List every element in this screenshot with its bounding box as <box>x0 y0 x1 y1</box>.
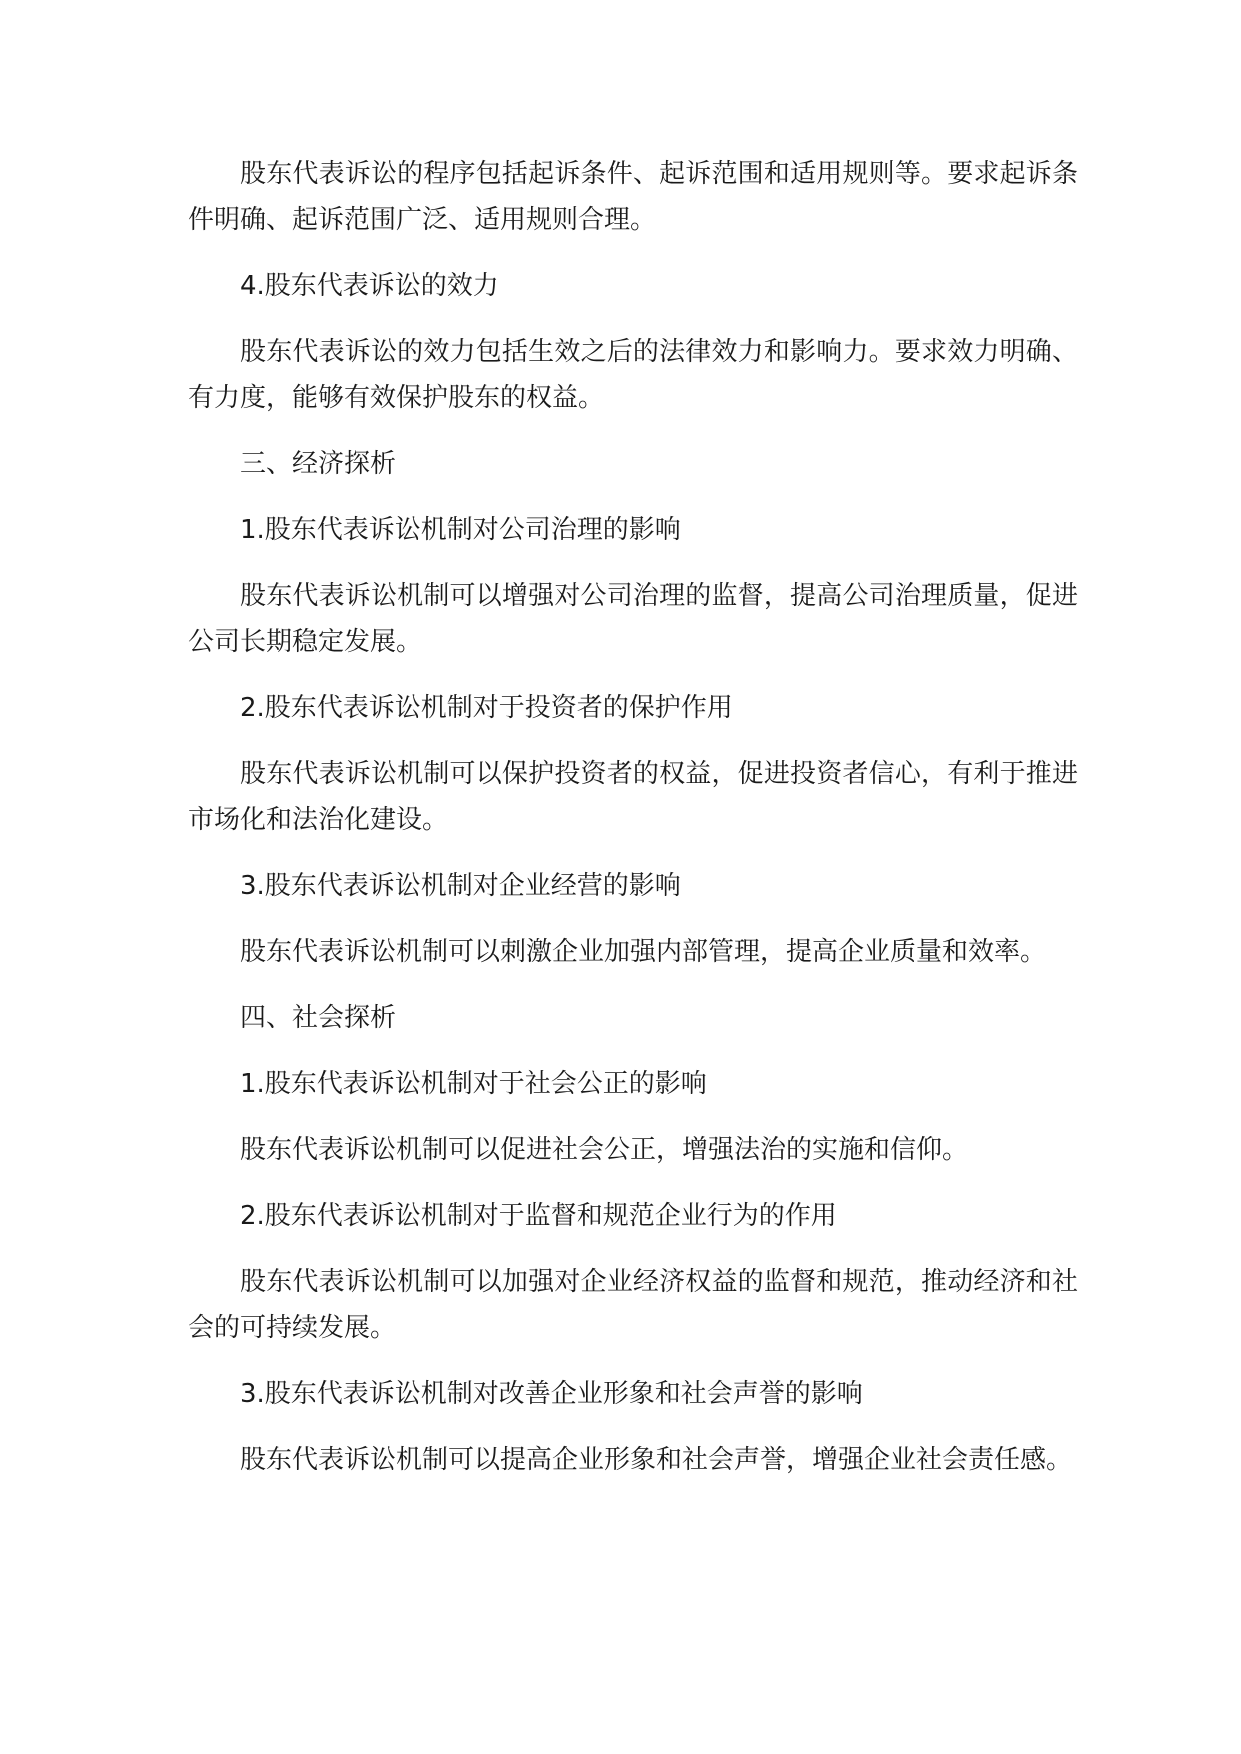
document-body <box>188 151 1078 1503</box>
section-heading-economic: 三、经济探析 <box>240 449 397 479</box>
paragraph-effect: 股东代表诉讼的效力包括生效之后的法律效力和影响力。要求效力明确、有力度，能够有效保护股东的权益。 <box>188 337 1078 413</box>
heading-effect: 4.股东代表诉讼的效力 <box>240 271 499 301</box>
paragraph-investor-protection: 股东代表诉讼机制可以保护投资者的权益，促进投资者信心，有利于推进市场化和法治化建设。 <box>188 759 1078 835</box>
paragraph-governance: 股东代表诉讼机制可以增强对公司治理的监督，提高公司治理质量，促进公司长期稳定发展。 <box>188 581 1078 657</box>
paragraph-social-justice: 股东代表诉讼机制可以促进社会公正，增强法治的实施和信仰。 <box>240 1135 969 1165</box>
heading-investor-protection: 2.股东代表诉讼机制对于投资者的保护作用 <box>240 693 733 723</box>
heading-business-operation: 3.股东代表诉讼机制对企业经营的影响 <box>240 871 681 901</box>
paragraph-corporate-image: 股东代表诉讼机制可以提高企业形象和社会声誉，增强企业社会责任感。 <box>240 1445 1073 1475</box>
paragraph-supervision: 股东代表诉讼机制可以加强对企业经济权益的监督和规范，推动经济和社会的可持续发展。 <box>188 1267 1078 1343</box>
heading-corporate-image: 3.股东代表诉讼机制对改善企业形象和社会声誉的影响 <box>240 1379 863 1409</box>
paragraph-procedure: 股东代表诉讼的程序包括起诉条件、起诉范围和适用规则等。要求起诉条件明确、起诉范围广泛、适用规则合理。 <box>188 159 1078 235</box>
section-heading-social: 四、社会探析 <box>240 1003 397 1033</box>
paragraph-business-operation: 股东代表诉讼机制可以刺激企业加强内部管理，提高企业质量和效率。 <box>240 937 1047 967</box>
heading-social-justice: 1.股东代表诉讼机制对于社会公正的影响 <box>240 1069 707 1099</box>
heading-supervision: 2.股东代表诉讼机制对于监督和规范企业行为的作用 <box>240 1201 837 1231</box>
heading-governance: 1.股东代表诉讼机制对公司治理的影响 <box>240 515 681 545</box>
